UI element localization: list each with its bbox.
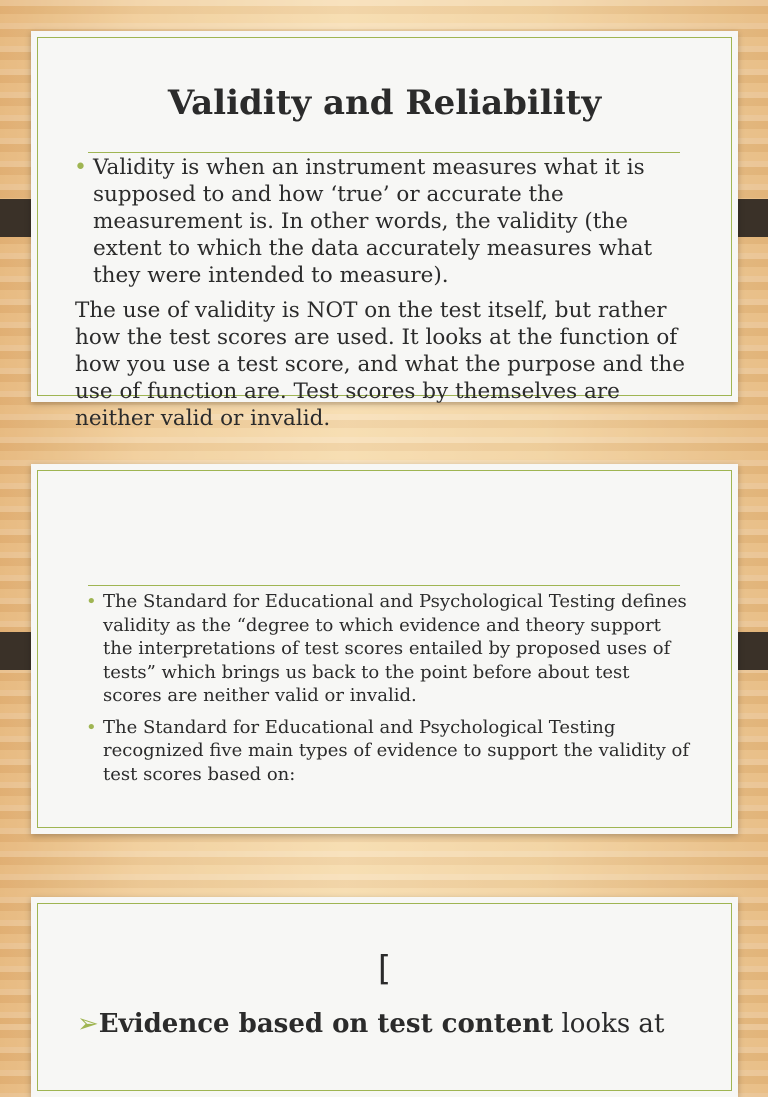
bullet-text: Validity is when an instrument measures what it is supposed to and how ‘true’ or accurate the measurement is. In other words, the validity (the extent to which the data accurately measures what they were intended to measure). [93, 155, 653, 288]
title-rule [88, 585, 680, 586]
slide-title-bracket: [ [377, 949, 392, 989]
slide-3 [31, 897, 738, 1097]
slide-title: Validity and Reliability [167, 83, 602, 123]
title-rule [88, 152, 680, 153]
body-paragraph: The use of validity is NOT on the test itself, but rather how the test scores are used. It looks at the function of how you use a test score, and what the purpose and the use of function are. Test scores by themselves are neither valid or invalid. [75, 298, 685, 431]
bold-text: Evidence based on test content [98, 1009, 554, 1039]
list-item [86, 590, 693, 708]
list-item [74, 154, 693, 289]
slide-2 [31, 464, 738, 834]
slide-1 [31, 31, 738, 431]
bullet-list [74, 154, 693, 289]
arrow-bullet-icon: ➢ [77, 1009, 99, 1039]
slide-frame [37, 903, 732, 1091]
rest-text: looks at [553, 1009, 665, 1039]
bullet-icon: • [86, 591, 97, 612]
list-item [86, 716, 693, 787]
bullet-icon: • [86, 716, 97, 738]
bullet-list [86, 590, 693, 794]
bullet-text: The Standard for Educational and Psychological Testing defines validity as the “degree to which evidence and theory support the interpretations of test scores entailed by proposed uses of tests” which brings us back to the point before about test scores are neither valid or invalid. [103, 591, 687, 706]
bullet-text: The Standard for Educational and Psychological Testing recognized five main types of evidence to support the validity of test scores based on: [103, 716, 689, 785]
bullet-icon: • [74, 155, 87, 180]
bullet-text [77, 1009, 717, 1039]
